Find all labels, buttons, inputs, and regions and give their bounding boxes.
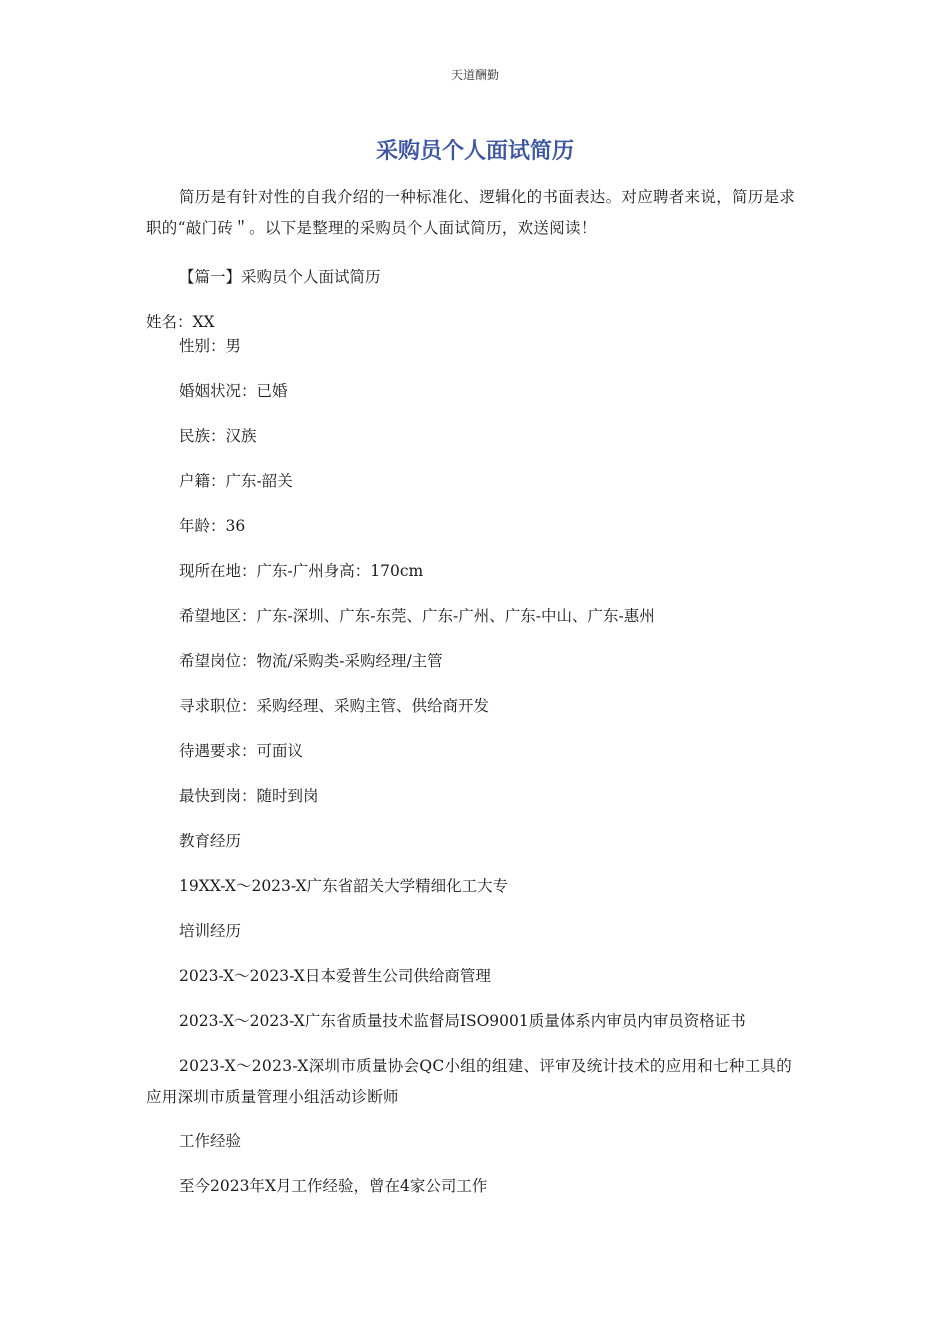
training-heading: 培训经历 [179, 922, 242, 940]
training-item-2: 2023-X～2023-X广东省质量技术监督局ISO9001质量体系内审员内审员资格证书 [179, 1012, 746, 1030]
field-age: 年龄：36 [179, 517, 246, 535]
training-item-1: 2023-X～2023-X日本爱普生公司供给商管理 [179, 967, 491, 985]
field-seeking-position: 寻求职位：采购经理、采购主管、供给商开发 [179, 697, 490, 715]
field-gender: 性别：男 [179, 337, 242, 355]
field-marital-status: 婚姻状况：已婚 [179, 382, 288, 400]
field-salary: 待遇要求：可面议 [179, 742, 304, 760]
education-item: 19XX-X～2023-X广东省韶关大学精细化工大专 [179, 877, 509, 895]
field-desired-region: 希望地区：广东-深圳、广东-东莞、广东-广州、广东-中山、广东-惠州 [179, 607, 655, 625]
training-item-3: 2023-X～2023-X深圳市质量协会QC小组的组建、评审及统计技术的应用和七种工具的应用深圳市质量管理小组活动诊断师 [146, 1057, 793, 1106]
section-heading: 【篇一】采购员个人面试简历 [179, 268, 381, 286]
education-heading: 教育经历 [179, 832, 242, 850]
field-desired-post: 希望岗位：物流/采购类-采购经理/主管 [179, 652, 443, 670]
work-summary: 至今2023年X月工作经验，曾在4家公司工作 [179, 1177, 488, 1195]
field-location-height: 现所在地：广东-广州身高：170cm [179, 562, 424, 580]
name-line: 姓名：XX [146, 313, 215, 331]
work-heading: 工作经验 [179, 1132, 242, 1150]
page-header: 天道酬勤 [450, 68, 499, 82]
field-household: 户籍：广东-韶关 [179, 472, 293, 490]
field-availability: 最快到岗：随时到岗 [179, 787, 319, 805]
intro-paragraph: 简历是有针对性的自我介绍的一种标准化、逻辑化的书面表达。对应聘者来说，简历是求职的“敲门砖＂。以下是整理的采购员个人面试简历，欢送阅读！ [146, 188, 796, 237]
field-ethnicity: 民族：汉族 [179, 427, 257, 445]
document-title: 采购员个人面试简历 [375, 139, 574, 164]
